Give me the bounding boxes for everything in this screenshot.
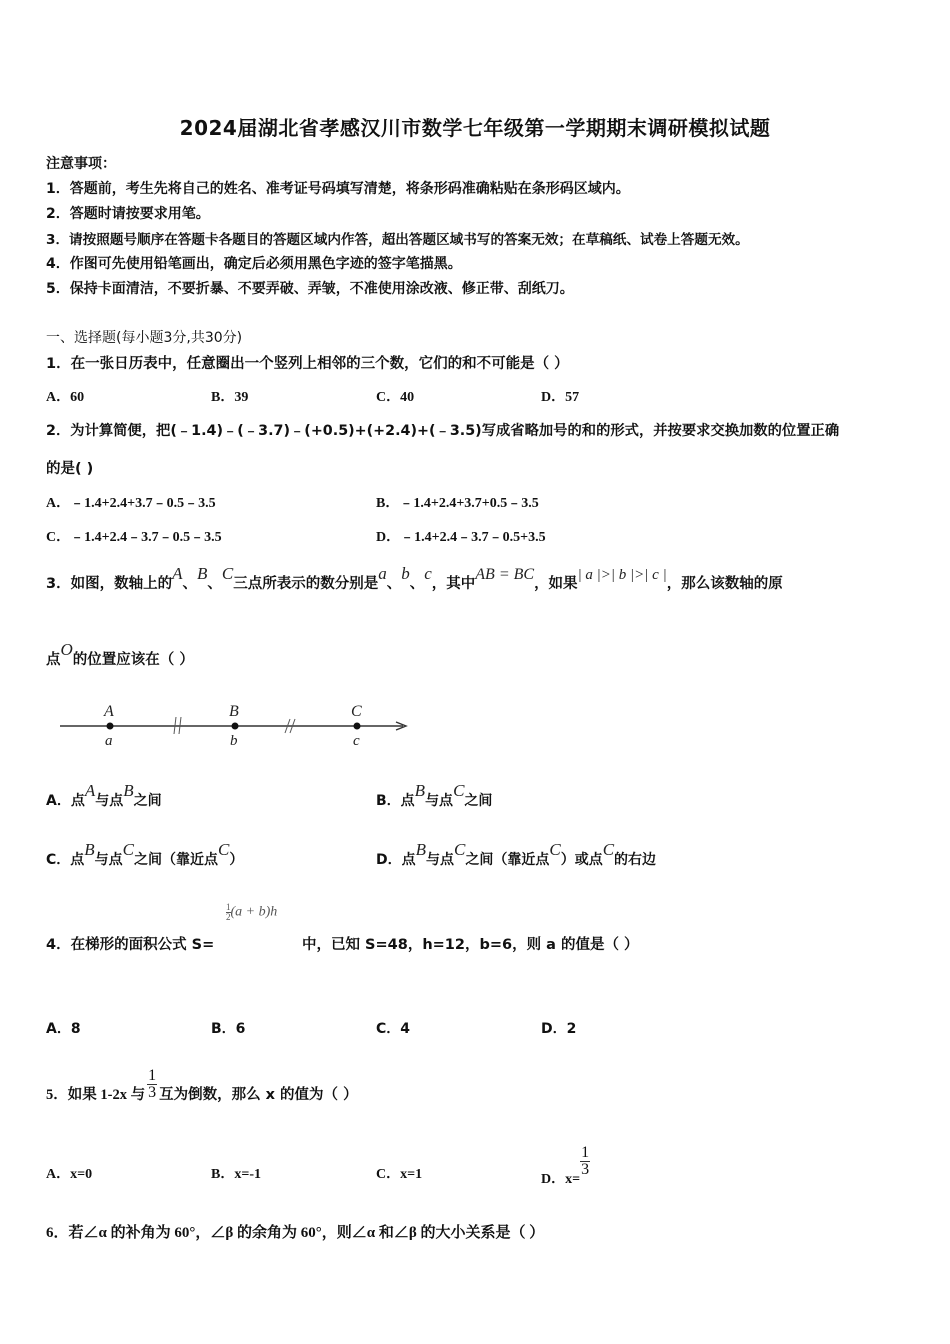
q4-option-c[interactable]: C．4	[376, 1021, 411, 1037]
math-c-upper: C	[221, 564, 234, 583]
q5-option-d[interactable]: D．x= $\frac{1}{3}$	[541, 1144, 590, 1187]
q3-option-b[interactable]: B．点B与点C之间	[376, 781, 493, 809]
label-b-lower: b	[230, 733, 238, 749]
point-a-dot	[107, 723, 114, 730]
question-5-stem: 5．如果 1-2x 与 $\frac{1}{3}$ 互为倒数，那么 x 的值为（ ）	[46, 1067, 358, 1103]
math-abs-inequality: | a |>| b |>| c |	[577, 567, 667, 583]
q4-option-a[interactable]: A．8	[46, 1021, 81, 1037]
q3-option-d[interactable]: D．点B与点C之间（靠近点C）或点C的右边	[376, 840, 657, 868]
question-6-stem: 6．若∠α 的补角为 60°，∠β 的余角为 60°，则∠α 和∠β 的大小关系是（ ）	[46, 1225, 545, 1241]
math-a: a	[378, 564, 387, 583]
q1-option-b[interactable]: B．39	[211, 390, 249, 405]
fraction-one-third: $\frac{1}{3}$	[581, 1144, 590, 1178]
question-4-stem-pre: 4．在梯形的面积公式 S=	[46, 937, 215, 953]
question-4-stem-post: 中，已知 S=48，h=12，b=6，则 a 的值是（ ）	[302, 937, 639, 953]
notice-heading: 注意事项：	[46, 156, 116, 172]
q4-option-b[interactable]: B．6	[211, 1021, 246, 1037]
label-a-upper: A	[104, 703, 114, 720]
notice-item: 1．答题前，考生先将自己的姓名、准考证号码填写清楚，将条形码准确粘贴在条形码区域内。	[46, 181, 630, 197]
point-b-dot	[232, 723, 239, 730]
q2-option-a[interactable]: A．﹣1.4+2.4+3.7﹣0.5﹣3.5	[46, 496, 216, 511]
q3-option-c[interactable]: C．点B与点C之间（靠近点C）	[46, 840, 244, 868]
q1-option-c[interactable]: C．40	[376, 390, 415, 405]
notice-item: 4．作图可先使用铅笔画出，确定后必须用黑色字迹的签字笔描黑。	[46, 256, 462, 272]
label-c-upper: C	[351, 703, 362, 720]
q4-option-d[interactable]: D．2	[541, 1021, 577, 1037]
question-3-stem: 3．如图，数轴上的A、B、C三点所表示的数分别是a、b、c，其中AB = BC，如果| a |>| b |>| c |，那么该数轴的原	[46, 564, 783, 592]
section-heading: 一、选择题(每小题3分,共30分)	[46, 330, 243, 346]
fraction-one-third: $\frac{1}{3}$	[148, 1067, 157, 1101]
q1-option-a[interactable]: A．60	[46, 390, 85, 405]
math-a-upper: A	[172, 564, 183, 583]
point-c-dot	[354, 723, 361, 730]
q2-option-b[interactable]: B．﹣1.4+2.4+3.7+0.5﹣3.5	[376, 496, 539, 511]
math-b-upper: B	[196, 564, 208, 583]
notice-item: 3．请按照题号顺序在答题卡各题目的答题区域内作答，超出答题区域书写的答案无效；在草稿纸、试卷上答题无效。	[46, 232, 749, 248]
trapezoid-area-formula: $\frac{1}{2}$ (a + b)h	[226, 902, 278, 922]
q1-option-d[interactable]: D．57	[541, 390, 580, 405]
q5-option-c[interactable]: C．x=1	[376, 1167, 423, 1182]
q5-option-a[interactable]: A．x=0	[46, 1167, 93, 1182]
math-c: c	[424, 564, 432, 583]
label-b-upper: B	[229, 703, 239, 720]
number-line-figure	[58, 696, 418, 752]
q5-option-b[interactable]: B．x=-1	[211, 1167, 261, 1182]
math-origin: O	[60, 640, 73, 659]
math-b: b	[401, 564, 410, 583]
notice-item: 2．答题时请按要求用笔。	[46, 206, 210, 222]
q2-option-c[interactable]: C．﹣1.4+2.4﹣3.7﹣0.5﹣3.5	[46, 530, 222, 545]
question-2-stem: 2．为计算简便，把(﹣1.4)﹣(﹣3.7)﹣(+0.5)+(+2.4)+(﹣3.5)写成省略加号的和的形式，并按要求交换加数的位置正确	[46, 423, 840, 439]
math-equation: AB = BC	[475, 566, 535, 583]
q3-option-a[interactable]: A．点A与点B之间	[46, 781, 162, 809]
question-2-stem-cont: 的是( )	[46, 461, 94, 477]
q2-option-d[interactable]: D．﹣1.4+2.4﹣3.7﹣0.5+3.5	[376, 530, 546, 545]
notice-item: 5．保持卡面清洁，不要折暴、不要弄破、弄皱，不准使用涂改液、修正带、刮纸刀。	[46, 281, 574, 297]
page-title: 2024届湖北省孝感汉川市数学七年级第一学期期末调研模拟试题	[179, 116, 771, 140]
label-a-lower: a	[105, 733, 113, 749]
question-1-stem: 1．在一张日历表中，任意圈出一个竖列上相邻的三个数，它们的和不可能是（ ）	[46, 356, 569, 372]
question-3-stem-cont: 点O的位置应该在（ ）	[46, 640, 194, 668]
label-c-lower: c	[353, 733, 360, 749]
